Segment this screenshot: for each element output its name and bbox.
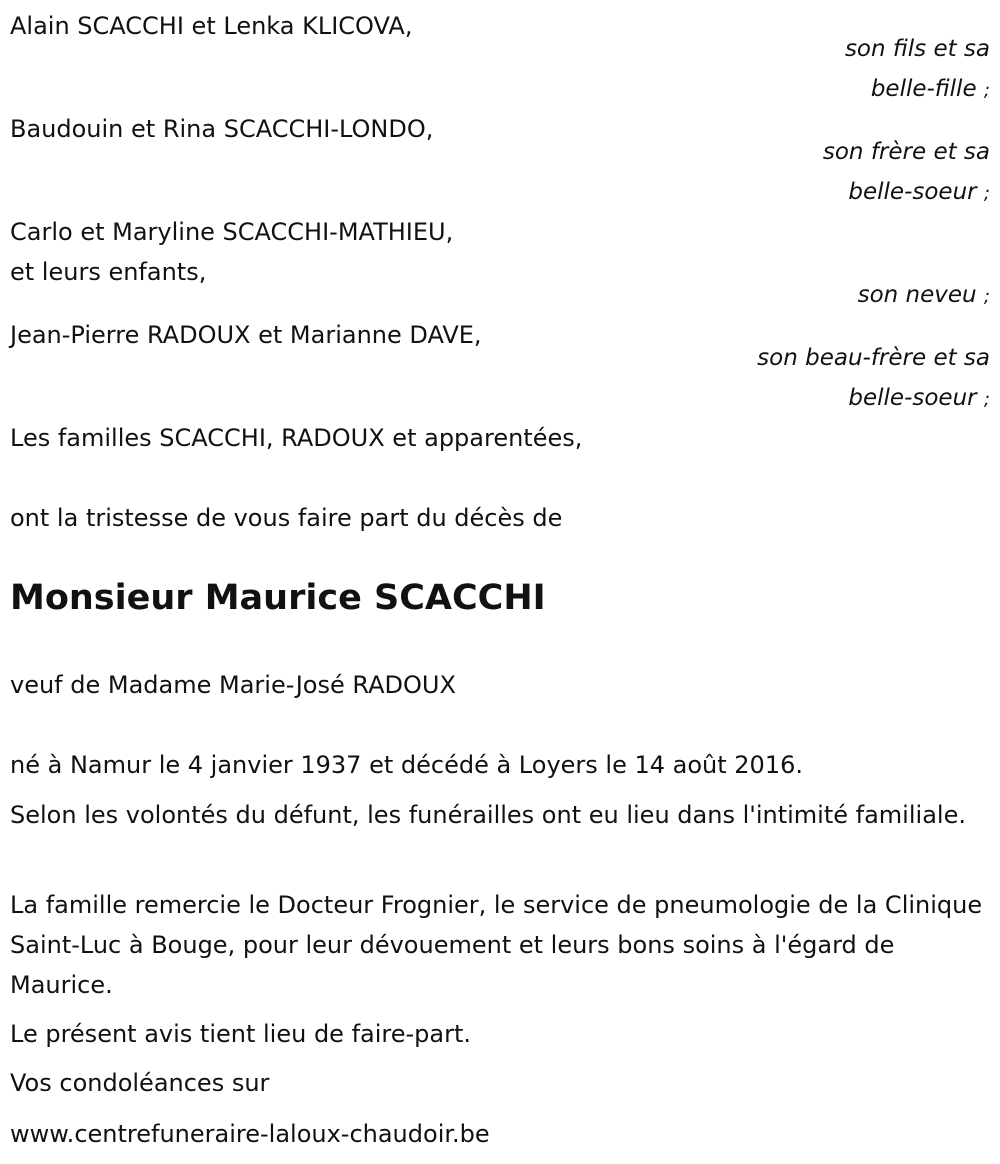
family-relation-4 [570, 338, 990, 420]
family-relation-3 [570, 275, 990, 317]
relation-line: son frère et sa [822, 139, 990, 165]
relation-line: belle-soeur ; [848, 179, 990, 205]
funeral-note: Selon les volontés du défunt, les funérailles ont eu lieu dans l'intimité familiale. [10, 801, 966, 829]
relation-line: belle-soeur ; [848, 385, 990, 411]
relation-line: belle-fille ; [870, 76, 990, 102]
family-names-2: Baudouin et Rina SCACCHI-LONDO, [10, 115, 434, 143]
family-names-4: Jean-Pierre RADOUX et Marianne DAVE, [10, 321, 482, 349]
website-link[interactable]: www.centrefuneraire-laloux-chaudoir.be [10, 1120, 490, 1148]
families-line: Les familles SCACCHI, RADOUX et apparentées, [10, 424, 583, 452]
notice: Le présent avis tient lieu de faire-part. [10, 1020, 472, 1048]
family-relation-2 [570, 132, 990, 214]
birth-death: né à Namur le 4 janvier 1937 et décédé à Loyers le 14 août 2016. [10, 751, 803, 779]
family-names-3-cont: et leurs enfants, [10, 258, 207, 286]
deceased-name: Monsieur Maurice SCACCHI [10, 578, 546, 618]
announcement: ont la tristesse de vous faire part du décès de [10, 504, 563, 532]
family-names-3: Carlo et Maryline SCACCHI-MATHIEU, [10, 218, 454, 246]
relation-line: son fils et sa [844, 36, 990, 62]
condolences-label: Vos condoléances sur [10, 1069, 270, 1097]
family-names-1: Alain SCACCHI et Lenka KLICOVA, [10, 12, 413, 40]
relation-line: son beau-frère et sa [757, 345, 990, 371]
thanks-paragraph: La famille remercie le Docteur Frognier, le service de pneumologie de la Clinique Saint-Luc à Bouge, pour leur dévouement et leurs bons soins à l'égard de Maurice. [10, 891, 983, 999]
spouse-line: veuf de Madame Marie-José RADOUX [10, 671, 456, 699]
family-relation-1 [570, 29, 990, 111]
relation-line: son neveu ; [857, 282, 990, 308]
